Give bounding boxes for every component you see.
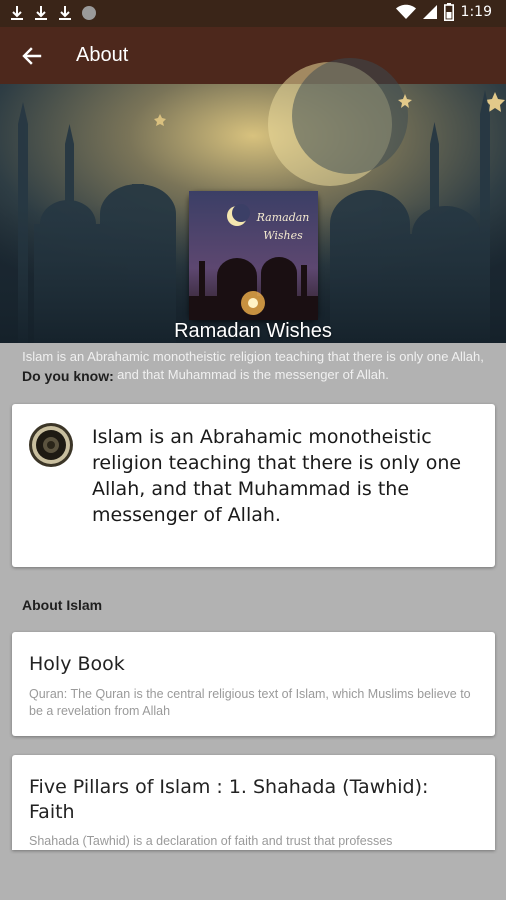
- do-you-know-heading: Do you know:: [22, 368, 114, 384]
- back-button[interactable]: [16, 40, 48, 72]
- notification-icons: [8, 4, 96, 22]
- do-you-know-card: [12, 404, 495, 567]
- clock: 1:19: [460, 4, 492, 20]
- app-name: Ramadan Wishes: [174, 320, 332, 342]
- list-item-holy-book[interactable]: [12, 632, 495, 736]
- list-item-five-pillars[interactable]: [12, 755, 495, 850]
- download-icon: [32, 4, 50, 22]
- logo-text-line2: Wishes: [263, 229, 303, 242]
- do-you-know-text: Islam is an Abrahamic monotheistic religion teaching that there is only one Allah, and that Muhammad is the messenger of Allah.: [92, 426, 462, 526]
- list-item-title: Holy Book: [29, 653, 125, 675]
- download-icon: [56, 4, 74, 22]
- app-bar: [0, 27, 506, 84]
- list-item-description: Quran: The Quran is the central religious text of Islam, which Muslims believe to be a revelation from Allah: [29, 687, 471, 718]
- signal-icon: [423, 4, 437, 20]
- notification-dot-icon: [82, 6, 96, 20]
- logo-text-line1: Ramadan: [256, 211, 310, 224]
- system-icons: [396, 3, 492, 21]
- app-logo: [189, 191, 318, 320]
- coin-icon: [28, 422, 74, 468]
- app-description: Islam is an Abrahamic monotheistic religion teaching that there is only one Allah, and that Muhammad is the messenger of Allah.: [22, 349, 484, 382]
- wifi-icon: [396, 4, 416, 20]
- status-bar: [0, 0, 506, 27]
- arrow-back-icon: [22, 46, 42, 66]
- about-islam-heading: About Islam: [22, 597, 103, 613]
- page-title: About: [76, 44, 129, 66]
- list-item-title: Five Pillars of Islam : 1. Shahada (Tawhid): Faith: [29, 776, 429, 823]
- download-icon: [8, 4, 26, 22]
- battery-icon: [444, 3, 454, 21]
- list-item-description: Shahada (Tawhid) is a declaration of faith and trust that professes: [29, 834, 393, 848]
